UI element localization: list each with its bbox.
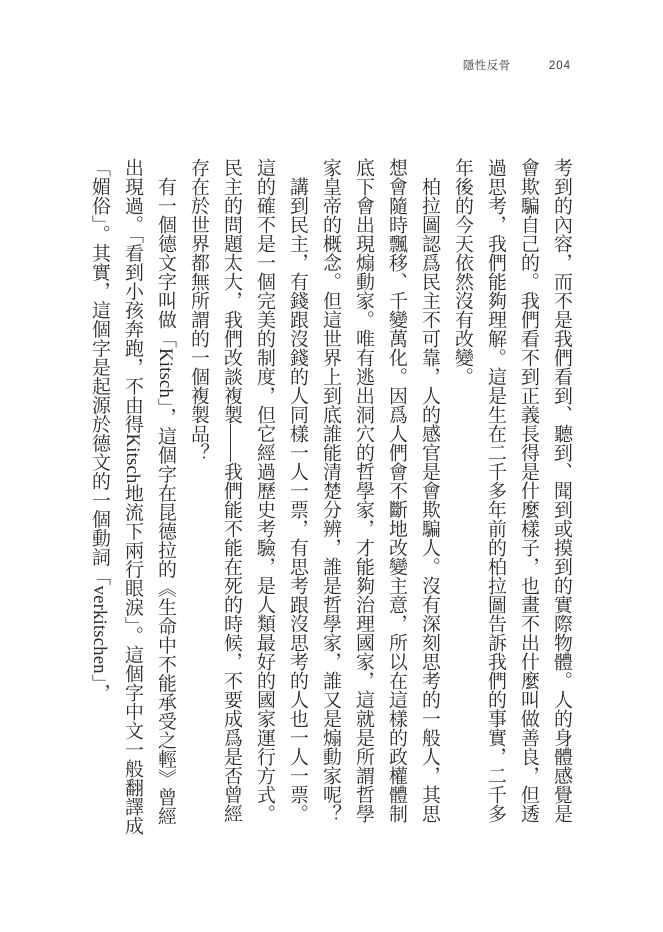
page-number: 204 — [548, 60, 571, 72]
paragraph-1: 考到的內容，而不是我們看到、聽到、聞到或摸到的實際物體。人的身體感覺是會欺騙自己的。我們看不到正義長得是什麼樣子，也畫不出什麼叫做善良，但透過思考，我們能夠理解。這是生在二千多年前的柏拉圖告訴我們的事實，二千多年後的今天依然沒有改變。 — [452, 158, 572, 823]
paragraph-2: 柏拉圖認爲民主不可靠，人的感官是會欺騙人。沒有深刻思考的一般人，其思想會隨時飄移、千變萬化。因爲人們會不斷地改變主意，所以在這樣的政權體制底下會出現煽動家。唯有逃出洞穴的哲學家，才能夠治理國家，這就是所謂哲學家皇帝的概念。但這世界上到底誰能清楚分辨，誰是哲學家，誰又是煽動家呢？ — [320, 158, 440, 823]
running-head — [463, 57, 571, 73]
body-text-block — [81, 158, 578, 839]
paragraph-3: 講到民主，有錢跟沒錢的人同樣一人一票，有思考跟沒思考的人也一人一票。這的確不是一個完美的制度，但它經過歷史考驗，是人類最好的國家運行方式。民主的問題太大，我們改談複製——我們能不能在死的時候，不要成爲是否曾經存在於世界都無所謂的一個複製品？ — [188, 158, 308, 823]
paragraph-4: 有一個德文字叫做「Kitsch」，這個字在昆德拉的《生命中不能承受之輕》曾經出現過。「看到小孩奔跑，不由得Kitsch地流下兩行眼淚」。這個字中文一般翻譯成「媚俗」。其實，這個字是起源於德文的一個動詞「verkitschen」， — [89, 158, 176, 836]
running-head-book-title: 隱性反骨 — [462, 60, 511, 72]
